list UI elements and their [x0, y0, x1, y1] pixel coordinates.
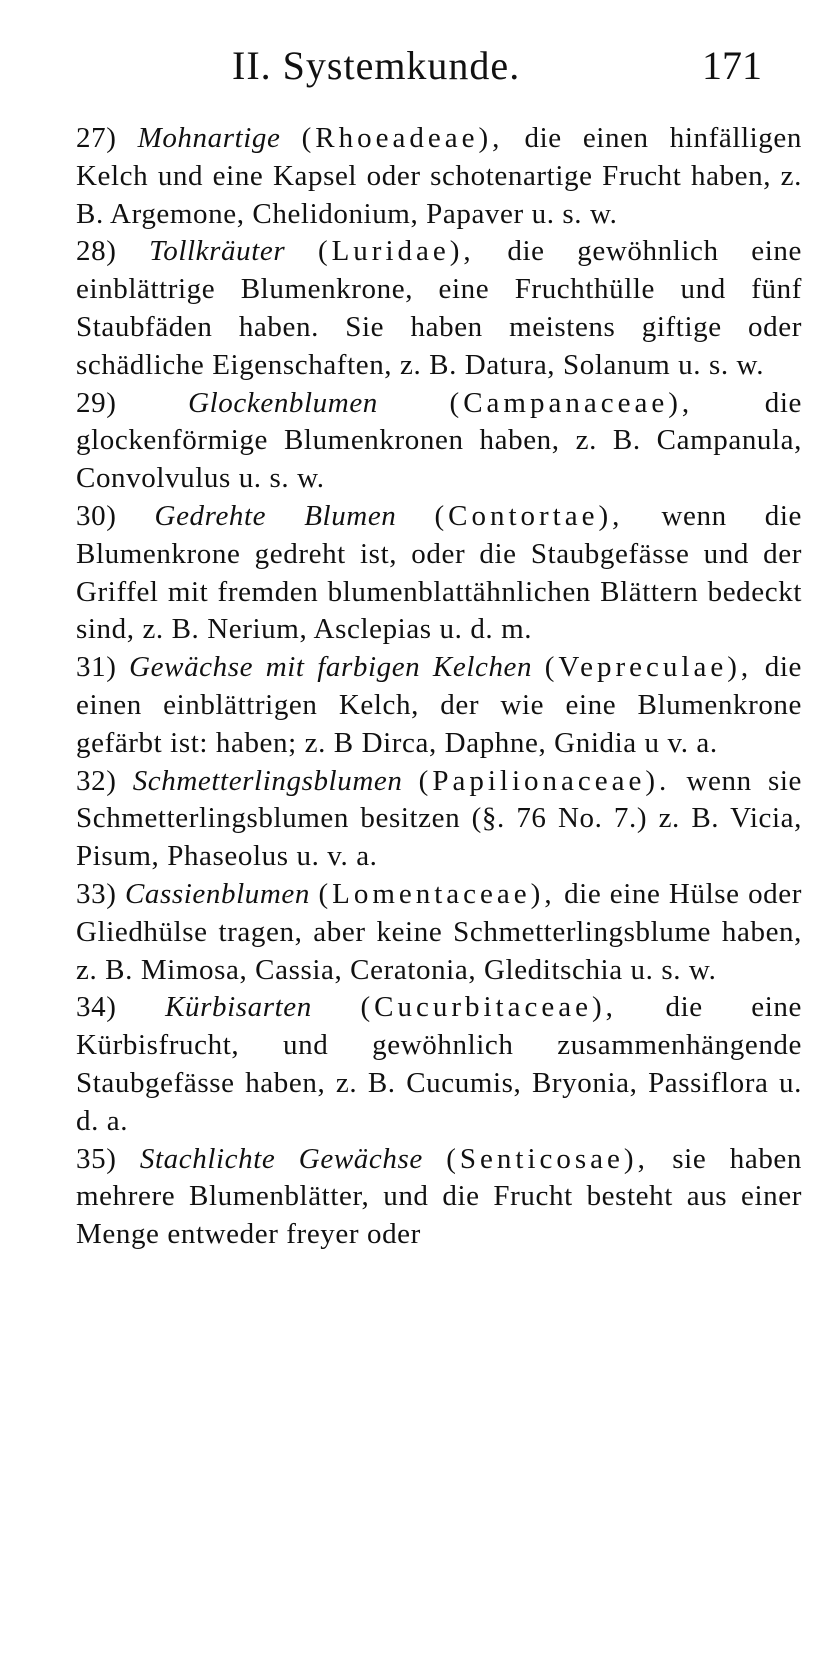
entry-number: 28): [76, 235, 117, 268]
entry-33: [32, 876, 802, 989]
entry-35: [32, 1141, 802, 1254]
entry-name-german: Kürbisarten: [165, 991, 312, 1024]
entry-number: 32): [76, 764, 117, 797]
entry-27: [32, 120, 802, 233]
entry-name-german: Stachlichte Gewächse: [139, 1142, 423, 1175]
page-number: 171: [702, 43, 762, 88]
entry-34: [32, 989, 802, 1140]
entry-name-latin: (Luridae),: [317, 235, 475, 268]
entry-29: [32, 385, 802, 498]
entry-name-german: Gedrehte Blumen: [154, 499, 397, 532]
entry-number: 33): [76, 877, 117, 910]
entry-name-latin: (Papilionaceae).: [418, 764, 671, 797]
book-page: [32, 36, 802, 1636]
entry-description: die eine Kürbisfrucht, und gewöhnlich zusammenhängende Staubgefässe haben, z. B. Cucumis, Bryonia, Passiflora u. d. a.: [76, 991, 802, 1137]
entry-name-german: Cassienblumen: [124, 877, 310, 910]
entry-description: sie haben mehrere Blumenblätter, und die Frucht besteht aus einer Menge entweder freyer oder: [76, 1142, 802, 1251]
entry-31: [32, 649, 802, 762]
entry-name-latin: (Contortae),: [434, 499, 624, 532]
entry-description: die einen einblättrigen Kelch, der wie eine Blumenkrone gefärbt ist: haben; z. B Dirca, Daphne, Gnidia u v. a.: [76, 651, 803, 759]
entry-name-latin: (Cucurbitaceae),: [360, 991, 617, 1024]
entry-description: die einen hinfälligen Kelch und eine Kapsel oder schotenartige Frucht haben, z. B. Argemone, Chelidonium, Papaver u. s. w.: [76, 122, 802, 230]
entry-description: wenn die Blumenkrone gedreht ist, oder die Staubgefässe und der Griffel mit fremden blumenblattähnlichen Blättern bedeckt sind, z. B. Nerium, Asclepias u. d. m.: [76, 499, 802, 646]
entry-28: [32, 233, 802, 384]
entry-name-german: Mohnartige: [137, 122, 281, 154]
entry-number: 27): [76, 122, 117, 154]
entry-32: [32, 763, 802, 876]
entry-30: [32, 498, 802, 649]
entry-name-latin: (Rhoeadeae),: [301, 122, 504, 154]
entry-number: 29): [76, 386, 117, 419]
entry-description: die eine Hülse oder Gliedhülse tragen, aber keine Schmetterlingsblume haben, z. B. Mimosa, Cassia, Ceratonia, Gleditschia u. s. w.: [76, 877, 802, 986]
entry-number: 35): [76, 1142, 117, 1175]
entry-name-german: Tollkräuter: [149, 235, 286, 268]
entry-number: 34): [76, 991, 117, 1024]
entry-list: [32, 120, 802, 1254]
entry-name-latin: (Vepreculae),: [544, 651, 753, 684]
running-title: II. Systemkunde.: [232, 43, 521, 88]
entry-name-german: Schmetterlingsblumen: [132, 764, 403, 797]
entry-name-german: Gewächse mit farbigen Kelchen: [129, 651, 533, 684]
page-header: [32, 36, 802, 96]
entry-name-latin: (Campanaceae),: [449, 386, 694, 419]
entry-description: die glockenförmige Blumenkronen haben, z. B. Campanula, Convolvulus u. s. w.: [76, 386, 802, 495]
entry-name-latin: (Senticosae),: [446, 1142, 649, 1175]
entry-description: die gewöhnlich eine einblättrige Blumenkrone, eine Fruchthülle und fünf Staubfäden haben. Sie haben meistens giftige oder schädliche Eigenschaften, z. B. Datura, Solanum u. s. w.: [76, 235, 803, 381]
entry-number: 30): [76, 499, 117, 532]
entry-name-latin: (Lomentaceae),: [318, 877, 556, 910]
entry-description: wenn sie Schmetterlingsblumen besitzen (§. 76 No. 7.) z. B. Vicia, Pisum, Phaseolus u. v. a.: [76, 764, 802, 873]
entry-number: 31): [76, 651, 117, 684]
entry-name-german: Glockenblumen: [188, 386, 378, 419]
